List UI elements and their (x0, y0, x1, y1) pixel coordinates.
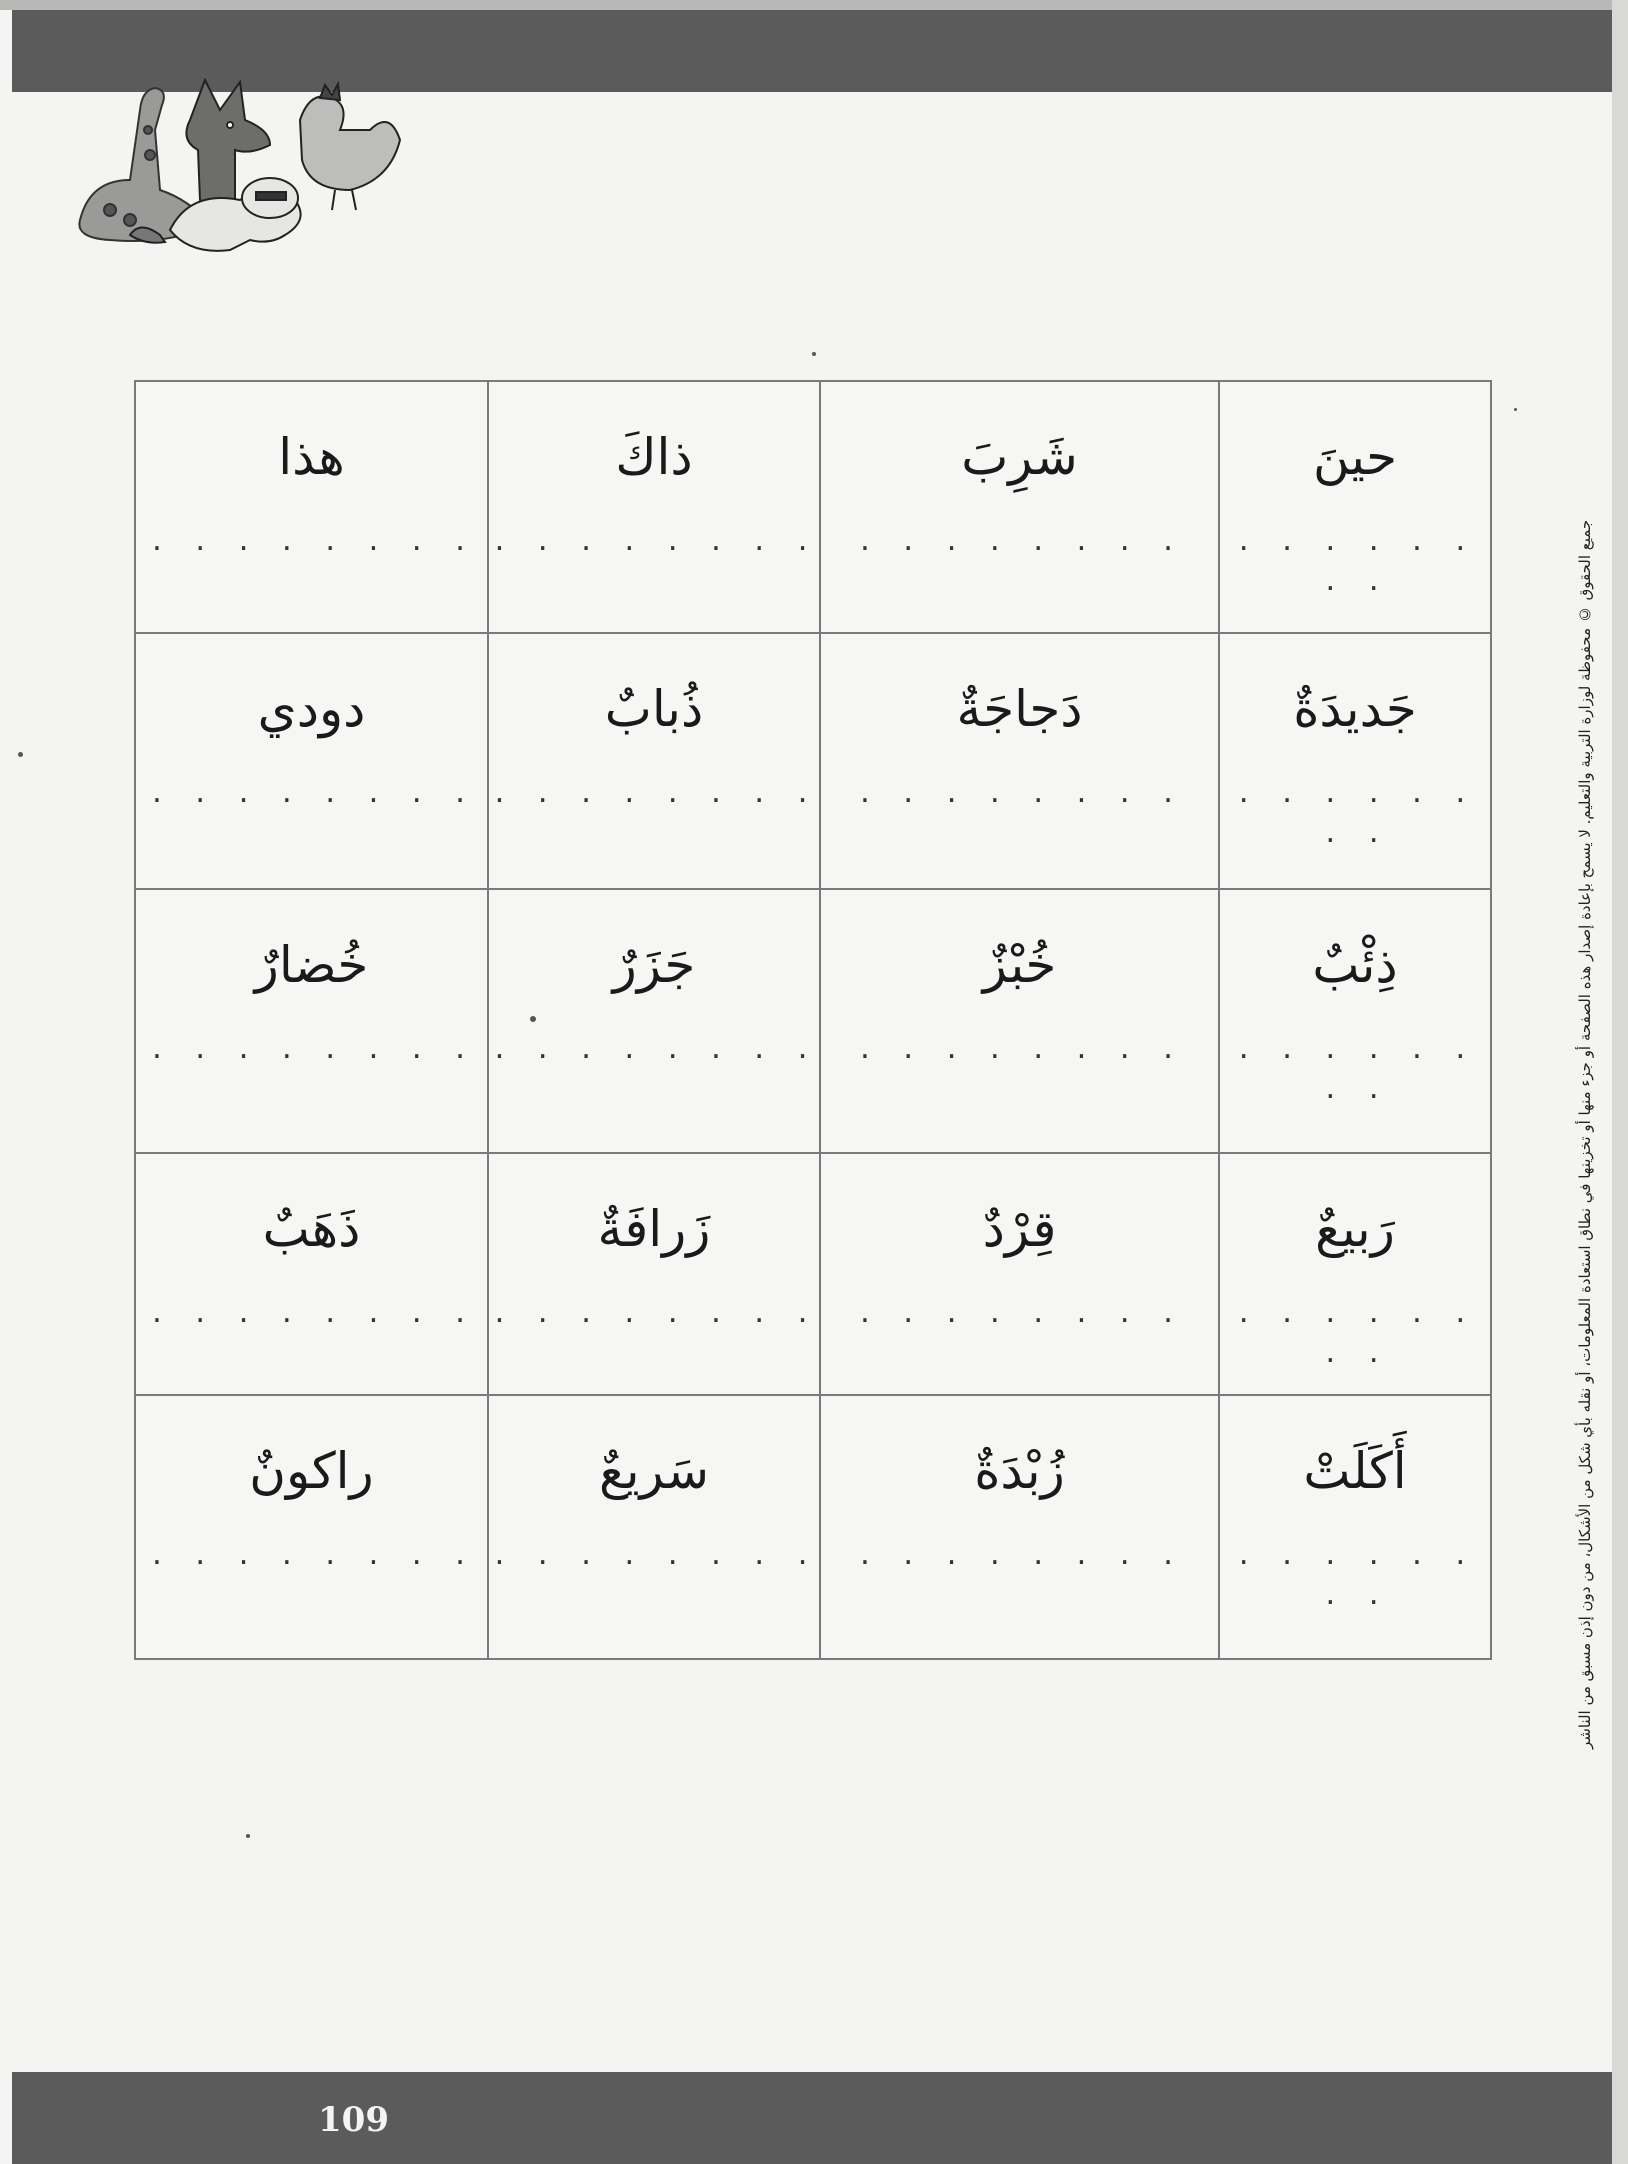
word: ذُبابٌ (604, 680, 704, 738)
word: شَرِبَ (961, 428, 1078, 486)
writing-line[interactable]: . . . . . . . . (1235, 527, 1475, 597)
word-cell (488, 1395, 820, 1659)
table-row (135, 1395, 1491, 1659)
word-cell (488, 1153, 820, 1395)
scan-edge (0, 0, 1628, 10)
word: ذاكَ (615, 428, 693, 486)
scan-speck (530, 1016, 536, 1022)
table-row (135, 381, 1491, 633)
word-cell (135, 633, 488, 889)
word: جَديدَةٌ (1293, 680, 1417, 738)
word: زُبْدَةٌ (974, 1442, 1065, 1500)
animal-illustration (70, 70, 430, 260)
word-cell (135, 1153, 488, 1395)
word: زَرافَةٌ (597, 1200, 711, 1258)
writing-line[interactable]: . . . . . . . . (857, 779, 1182, 809)
scan-speck (18, 752, 23, 757)
word: ذَهَبٌ (262, 1200, 361, 1258)
writing-line[interactable]: . . . . . . . . (1235, 1035, 1475, 1105)
writing-line[interactable]: . . . . . . . . (1235, 1541, 1475, 1611)
writing-line[interactable]: . . . . . . . . (149, 1541, 474, 1571)
word-cell (135, 1395, 488, 1659)
writing-line[interactable]: . . . . . . . . (149, 779, 474, 809)
writing-line[interactable]: . . . . . . . . (857, 1541, 1182, 1571)
word-cell (1219, 633, 1491, 889)
word-cell (488, 381, 820, 633)
word: ذِئْبٌ (1312, 936, 1398, 994)
writing-line[interactable]: . . . . . . . . (1235, 1299, 1475, 1369)
word-cell (135, 889, 488, 1153)
word: دودي (257, 680, 366, 738)
table-row (135, 1153, 1491, 1395)
writing-line[interactable]: . . . . . . . . (149, 1035, 474, 1065)
word: حينَ (1312, 428, 1398, 486)
scan-speck (812, 352, 816, 356)
writing-line[interactable]: . . . . . . . . (491, 527, 817, 557)
word: أَكَلَتْ (1303, 1442, 1407, 1500)
word-cell (1219, 381, 1491, 633)
word: خُضارٌ (254, 936, 369, 994)
writing-line[interactable]: . . . . . . . . (149, 527, 474, 557)
word-cell (1219, 1395, 1491, 1659)
writing-line[interactable]: . . . . . . . . (491, 1299, 817, 1329)
table-row (135, 633, 1491, 889)
writing-line[interactable]: . . . . . . . . (1235, 779, 1475, 849)
word-cell (488, 633, 820, 889)
word: خُبْزٌ (982, 936, 1057, 994)
writing-line[interactable]: . . . . . . . . (491, 1541, 817, 1571)
scan-speck (246, 1834, 250, 1838)
rooster-icon (300, 84, 400, 210)
writing-line[interactable]: . . . . . . . . (491, 779, 817, 809)
word: هذا (278, 428, 345, 486)
word-cell (1219, 889, 1491, 1153)
word-cell (1219, 1153, 1491, 1395)
word-cell (820, 1395, 1219, 1659)
footer-band (12, 2072, 1612, 2164)
word-cell (820, 381, 1219, 633)
writing-line[interactable]: . . . . . . . . (149, 1299, 474, 1329)
writing-line[interactable]: . . . . . . . . (491, 1035, 817, 1065)
word-cell (820, 1153, 1219, 1395)
page-edge (1612, 0, 1628, 2164)
word: قِرْدٌ (982, 1200, 1057, 1258)
word-cell (488, 889, 820, 1153)
word: جَزَرٌ (612, 936, 696, 994)
word-cell (135, 381, 488, 633)
word: رَبيعٌ (1315, 1200, 1395, 1258)
word-cell (820, 633, 1219, 889)
word: سَريعٌ (598, 1442, 709, 1500)
writing-line[interactable]: . . . . . . . . (857, 527, 1182, 557)
writing-line[interactable]: . . . . . . . . (857, 1035, 1182, 1065)
word-table (134, 380, 1492, 1660)
page-number: 109 (318, 2100, 389, 2140)
word-cell (820, 889, 1219, 1153)
writing-line[interactable]: . . . . . . . . (857, 1299, 1182, 1329)
copyright-notice: جميع الحقوق © محفوظة لوزارة التربية والتعليم. لا يسمح بإعادة إصدار هذه الصفحة أو جزء منها أو تخزينها في نطاق استعادة المعلومات، أو نقله بأي شكل من الأشكال، من دون إذن مسبق من الناشر (1576, 520, 1594, 1750)
word: راكونٌ (249, 1442, 374, 1500)
table-row (135, 889, 1491, 1153)
scan-speck (1514, 408, 1517, 411)
word: دَجاجَةٌ (956, 680, 1083, 738)
